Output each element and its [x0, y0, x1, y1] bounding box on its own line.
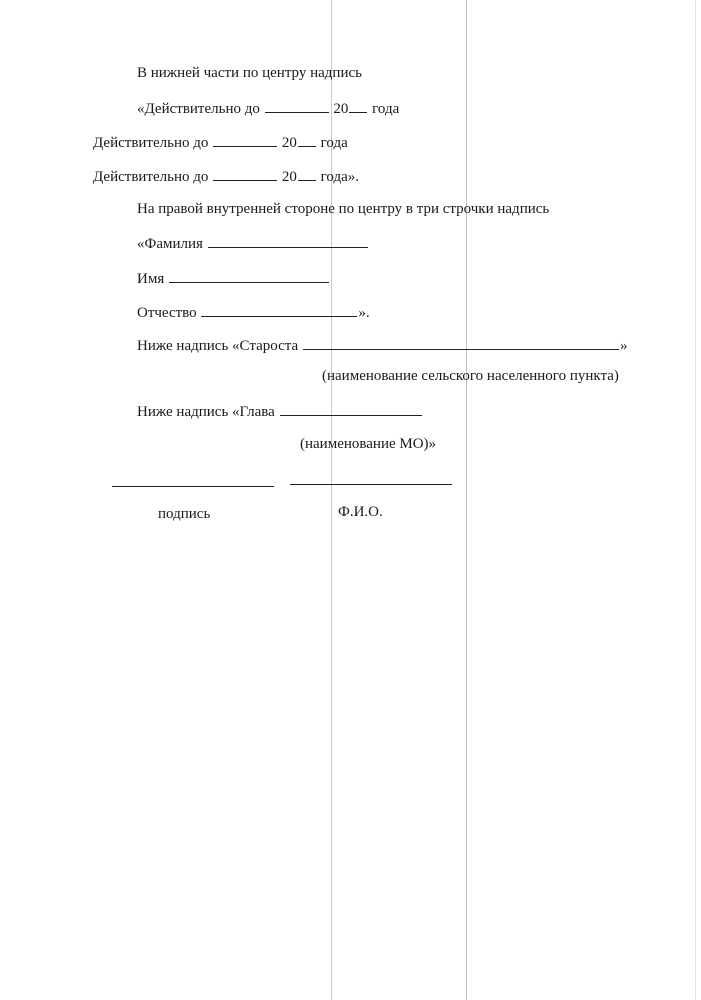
- text-line: [137, 335, 627, 355]
- text-span: Имя: [137, 271, 165, 287]
- signature-line: [112, 486, 274, 487]
- text-span: 20: [281, 169, 297, 185]
- text-span: (наименование МО)»: [300, 436, 437, 452]
- text-span: ».: [358, 305, 370, 321]
- text-span: На правой внутренней стороне по центру в три строчки надпись: [137, 201, 550, 217]
- text-line: [322, 367, 619, 385]
- fold-line: [695, 0, 696, 1000]
- text-span: года: [372, 101, 400, 117]
- text-span: «Действительно до: [137, 101, 260, 117]
- text-span: 20: [281, 135, 297, 151]
- blank-field: [298, 166, 316, 181]
- text-span: Ф.И.О.: [338, 504, 383, 520]
- text-span: Действительно до: [93, 135, 209, 151]
- blank-field: [213, 166, 277, 181]
- text-line: [93, 132, 348, 152]
- text-line: [137, 200, 549, 218]
- text-line: [137, 64, 362, 82]
- text-line: [137, 268, 330, 288]
- text-line: [137, 401, 423, 421]
- blank-field: [265, 98, 329, 113]
- text-span: Отчество: [137, 305, 197, 321]
- blank-field: [201, 302, 357, 317]
- text-span: Ниже надпись «Староста: [137, 338, 299, 354]
- blank-field: [213, 132, 277, 147]
- fio-line: [290, 484, 452, 485]
- fold-line: [466, 0, 467, 1000]
- blank-field: [303, 335, 619, 350]
- text-line: [137, 233, 369, 253]
- blank-field: [280, 401, 422, 416]
- text-line: [137, 302, 370, 322]
- blank-field: [169, 268, 329, 283]
- text-span: В нижней части по центру надпись: [137, 65, 362, 81]
- fio-label: [338, 503, 383, 521]
- text-span: Ниже надпись «Глава: [137, 404, 275, 420]
- blank-field: [349, 98, 367, 113]
- text-line: [300, 435, 436, 453]
- signature-label: [158, 505, 210, 523]
- text-span: «Фамилия: [137, 236, 203, 252]
- text-span: Действительно до: [93, 169, 209, 185]
- text-span: подпись: [158, 506, 211, 522]
- text-span: года: [320, 135, 348, 151]
- text-span: »: [619, 338, 628, 354]
- text-span: 20: [333, 101, 349, 117]
- blank-field: [208, 233, 368, 248]
- text-line: [93, 166, 359, 186]
- text-span: года».: [320, 169, 360, 185]
- blank-field: [298, 132, 316, 147]
- text-line: [137, 98, 399, 118]
- text-span: (наименование сельского населенного пункта): [322, 368, 619, 384]
